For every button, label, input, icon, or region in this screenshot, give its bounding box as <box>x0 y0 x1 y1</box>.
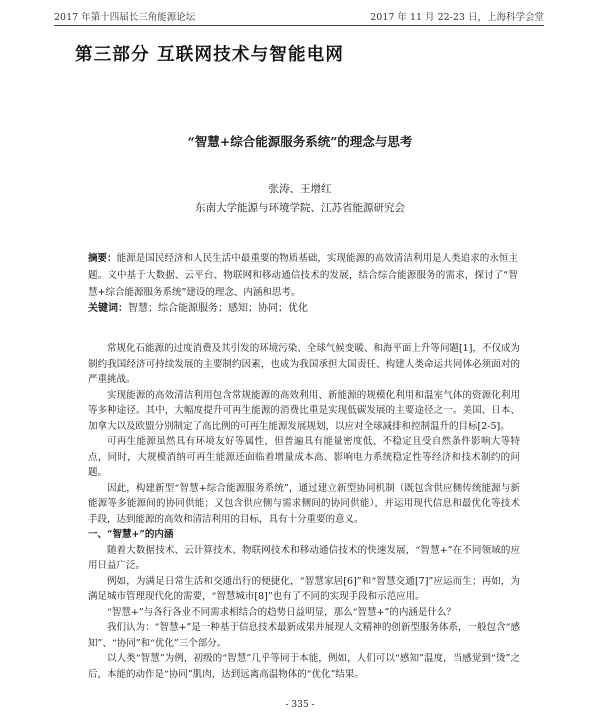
paragraph-3: 可再生能源虽然具有环境友好等属性，但普遍具有能量密度低、不稳定且受自然条件影响大等特点，同时，大规模消纳可再生能源还面临着增量成本高、影响电力系统稳定性等经济和技术制约的问题。 <box>88 436 520 478</box>
affiliation: 东南大学能源与环境学院、江苏省能源研究会 <box>195 202 405 214</box>
section-heading-1: 一、“智慧+”的内涵 <box>88 529 174 540</box>
paragraph-2: 实现能源的高效清洁利用包含常规能源的高效利用、新能源的规模化利用和温室气体的资源化利用等多种途径。其中，大幅度提升可再生能源的消费比重是实现低碳发展的主要途径之一。美国、日本、加拿大以及欧盟分别制定了高比例的可再生能源发展规划，以应对全球减排和控制温升的目标[2-5]。 <box>88 389 520 432</box>
paragraph-1: 常规化石能源的过度消费及其引发的环境污染、全球气候变暖、和海平面上升等问题[1]，不仅成为制约我国经济可持续发展的主要制约因素，也成为我国承担大国责任、构建人类命运共同体必须面对的严重挑战。 <box>88 343 520 385</box>
abstract <box>88 250 518 301</box>
body-text <box>88 341 520 682</box>
paragraph-7: “智慧+”与各行各业不同需求相结合的趋势日益明显，那么“智慧+”的内涵是什么？ <box>107 606 456 618</box>
header-left: 2017 年第十四届长三角能源论坛 <box>54 12 196 23</box>
running-header <box>54 9 544 26</box>
paper-title: “智慧+综合能源服务系统”的理念与思考 <box>187 134 413 149</box>
keywords-text: 智慧；综合能源服务；感知；协同；优化 <box>128 303 308 314</box>
paragraph-4: 因此，构建新型“智慧+综合能源服务系统”，通过建立新型协同机制（既包含供应侧传统能源与新能源等多能源间的协同供能；又包含供应侧与需求侧间的协同供能），并运用现代信息和最优化等技术手段，达到能源的高效和清洁利用的目标，具有十分重要的意义。 <box>88 482 520 525</box>
paragraph-5: 随着大数据技术、云计算技术、物联网技术和移动通信技术的快速发展，“智慧+”在不同领域的应用日益广泛。 <box>88 544 520 571</box>
keywords <box>88 299 518 314</box>
paragraph-6: 例如，为满足日常生活和交通出行的便捷化，“智慧家居[6]”和“智慧交通[7]”应运而生；再如，为满足城市管理现代化的需要，“智慧城市[8]”也有了不同的实现手段和示范应用。 <box>88 575 520 602</box>
keywords-label: 关键词： <box>88 303 128 314</box>
abstract-text: 能源是国民经济和人民生活中最重要的物质基础，实现能源的高效清洁利用是人类追求的永恒主题。文中基于大数据、云平台、物联网和移动通信技术的发展，结合综合能源服务的需求，探讨了“智慧+综合能源服务系统”建设的理念、内涵和思考。 <box>88 253 518 298</box>
paragraph-8: 我们认为：“智慧+”是一种基于信息技术最新成果并展现人文精神的创新型服务体系，一般包含“感知”、“协同”和“优化”三个部分。 <box>88 622 520 649</box>
paragraph-9: 以人类“智慧”为例，初级的“智慧”几乎等同于本能，例如，人们可以“感知”温度，当感觉到“烫”之后，本能的动作是“协同”肌肉，达到远离高温物体的“优化”结果。 <box>88 653 520 680</box>
abstract-label: 摘要： <box>88 253 117 264</box>
part-title: 第三部分 互联网技术与智能电网 <box>75 45 345 65</box>
authors: 张涛、王增红 <box>268 183 332 195</box>
header-right: 2017 年 11 月 22-23 日，上海科学会堂 <box>370 12 544 23</box>
page-number: - 335 - <box>285 700 315 710</box>
